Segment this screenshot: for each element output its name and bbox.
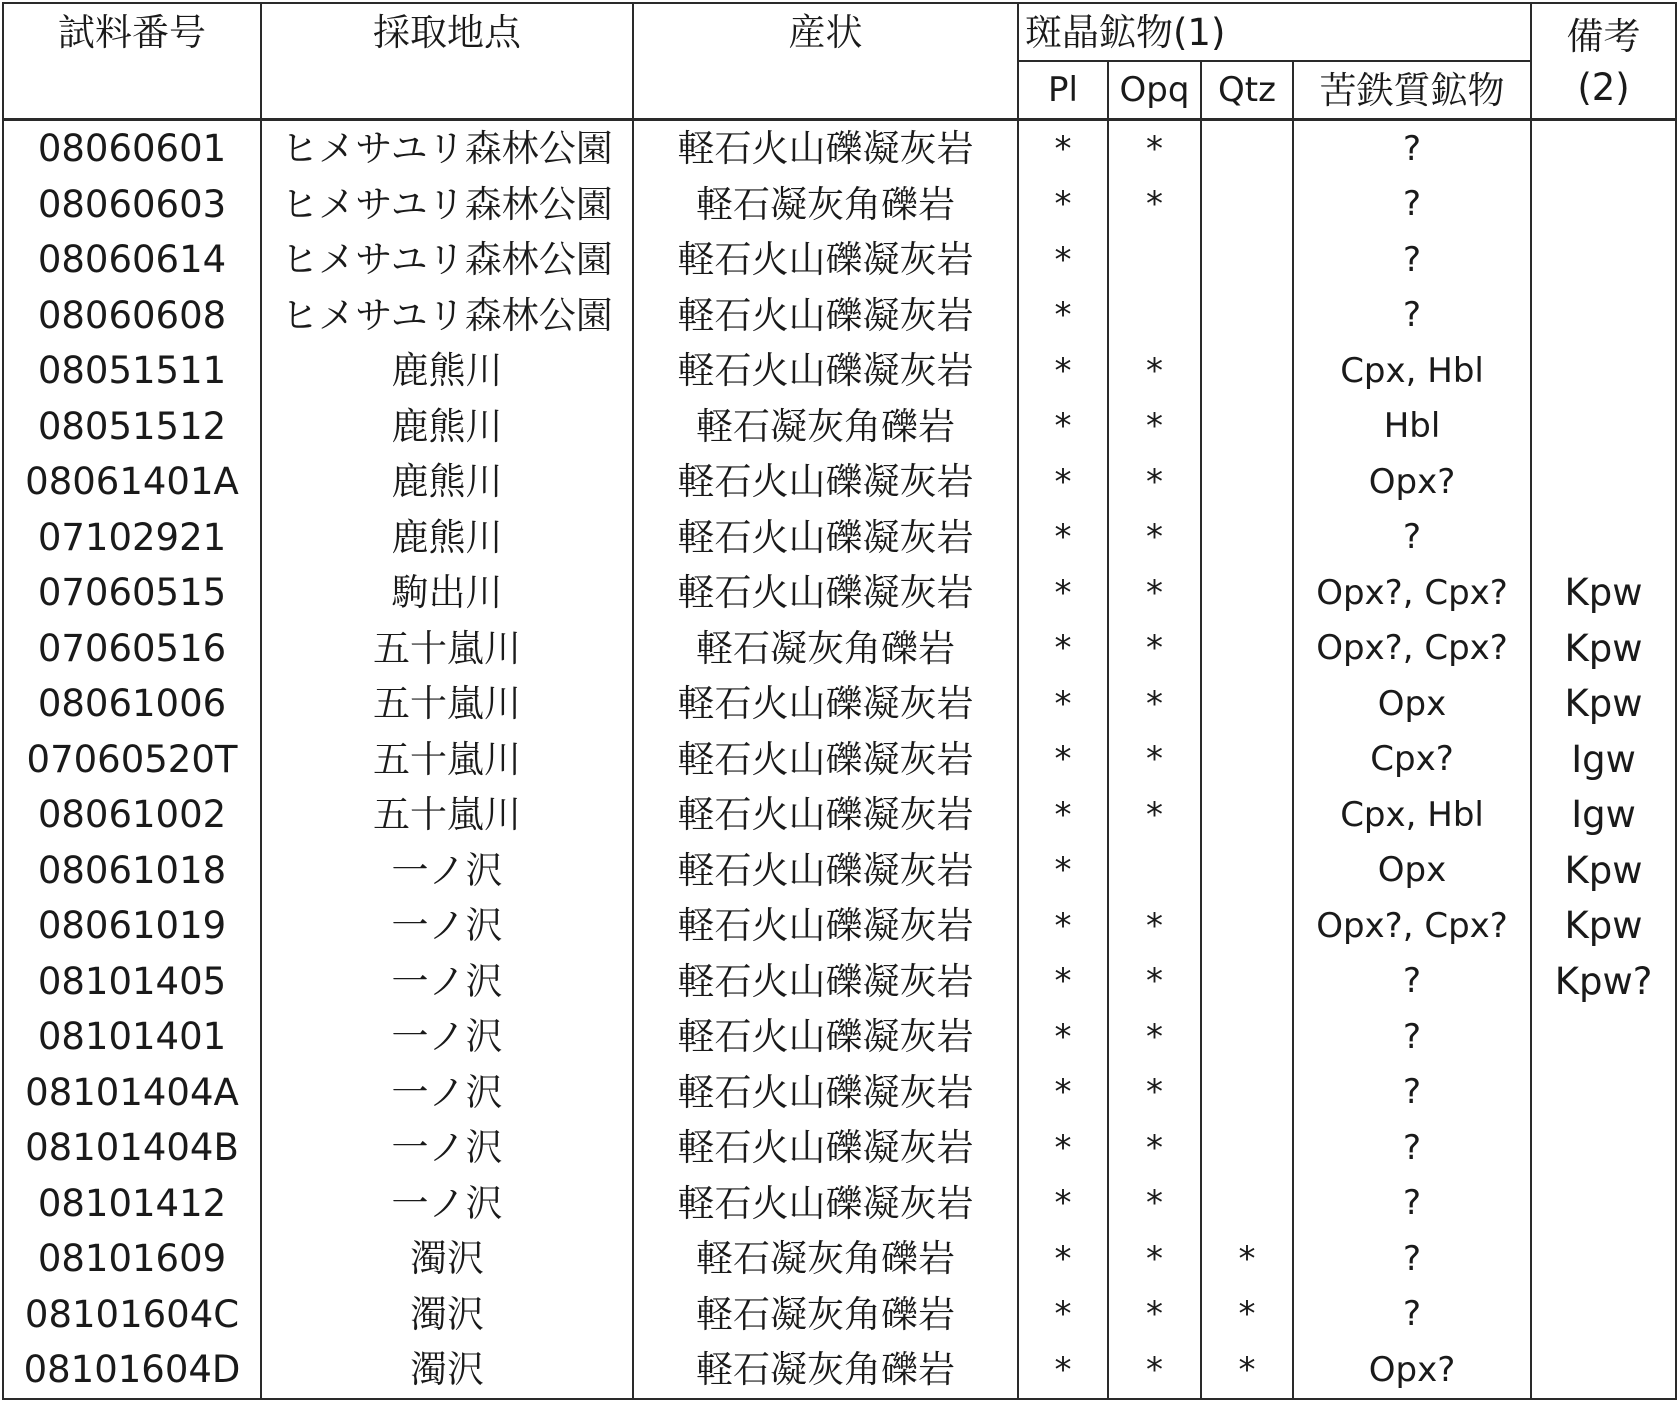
cell-mafic-minerals: Opx?, Cpx? xyxy=(1293,898,1531,954)
table-row xyxy=(3,565,1676,621)
cell-qtz xyxy=(1201,232,1293,288)
cell-opq: * xyxy=(1108,1120,1201,1176)
cell-qtz xyxy=(1201,120,1293,177)
cell-pl: * xyxy=(1018,1065,1108,1121)
cell-locality: 五十嵐川 xyxy=(261,676,633,732)
cell-mafic-minerals: ? xyxy=(1293,1009,1531,1065)
table-row xyxy=(3,1120,1676,1176)
cell-remark xyxy=(1531,510,1676,566)
cell-mafic-minerals: Opx xyxy=(1293,843,1531,899)
table-row xyxy=(3,621,1676,677)
cell-remark xyxy=(1531,1120,1676,1176)
cell-mafic-minerals: ? xyxy=(1293,1287,1531,1343)
cell-occurrence: 軽石凝灰角礫岩 xyxy=(633,621,1018,677)
cell-locality: 鹿熊川 xyxy=(261,510,633,566)
cell-pl: * xyxy=(1018,1342,1108,1399)
cell-opq: * xyxy=(1108,676,1201,732)
cell-remark: Kpw xyxy=(1531,676,1676,732)
cell-qtz xyxy=(1201,1065,1293,1121)
cell-mafic-minerals: ? xyxy=(1293,954,1531,1010)
cell-opq: * xyxy=(1108,732,1201,788)
cell-occurrence: 軽石火山礫凝灰岩 xyxy=(633,120,1018,177)
cell-locality: 鹿熊川 xyxy=(261,454,633,510)
table-row xyxy=(3,954,1676,1010)
cell-opq: * xyxy=(1108,1009,1201,1065)
cell-occurrence: 軽石火山礫凝灰岩 xyxy=(633,232,1018,288)
cell-occurrence: 軽石火山礫凝灰岩 xyxy=(633,343,1018,399)
cell-mafic-minerals: ? xyxy=(1293,120,1531,177)
cell-qtz xyxy=(1201,177,1293,233)
cell-remark: Kpw xyxy=(1531,898,1676,954)
cell-opq: * xyxy=(1108,1176,1201,1232)
cell-sample-no: 08061002 xyxy=(3,787,261,843)
cell-mafic-minerals: ? xyxy=(1293,288,1531,344)
cell-occurrence: 軽石凝灰角礫岩 xyxy=(633,399,1018,455)
cell-opq: * xyxy=(1108,1287,1201,1343)
cell-opq xyxy=(1108,843,1201,899)
cell-locality: 五十嵐川 xyxy=(261,732,633,788)
cell-remark xyxy=(1531,232,1676,288)
cell-remark xyxy=(1531,1231,1676,1287)
cell-opq: * xyxy=(1108,510,1201,566)
header-remarks-line2: (2) xyxy=(1577,66,1630,109)
cell-remark: Kpw xyxy=(1531,621,1676,677)
table-row xyxy=(3,843,1676,899)
cell-opq: * xyxy=(1108,1342,1201,1399)
cell-locality: 一ノ沢 xyxy=(261,1176,633,1232)
cell-mafic-minerals: ? xyxy=(1293,1231,1531,1287)
cell-pl: * xyxy=(1018,954,1108,1010)
cell-qtz xyxy=(1201,621,1293,677)
cell-opq: * xyxy=(1108,954,1201,1010)
cell-opq: * xyxy=(1108,787,1201,843)
cell-mafic-minerals: Cpx, Hbl xyxy=(1293,343,1531,399)
cell-sample-no: 08060601 xyxy=(3,120,261,177)
cell-opq xyxy=(1108,288,1201,344)
cell-occurrence: 軽石凝灰角礫岩 xyxy=(633,177,1018,233)
cell-opq: * xyxy=(1108,1065,1201,1121)
cell-remark xyxy=(1531,1342,1676,1399)
cell-locality: 一ノ沢 xyxy=(261,843,633,899)
cell-locality: ヒメサユリ森林公園 xyxy=(261,288,633,344)
cell-locality: 鹿熊川 xyxy=(261,343,633,399)
cell-opq: * xyxy=(1108,177,1201,233)
cell-remark xyxy=(1531,177,1676,233)
cell-occurrence: 軽石火山礫凝灰岩 xyxy=(633,454,1018,510)
cell-opq xyxy=(1108,232,1201,288)
header-occurrence: 産状 xyxy=(633,3,1018,120)
cell-remark xyxy=(1531,454,1676,510)
table-row xyxy=(3,1287,1676,1343)
table-row xyxy=(3,787,1676,843)
cell-remark xyxy=(1531,399,1676,455)
cell-sample-no: 08101405 xyxy=(3,954,261,1010)
cell-sample-no: 08101609 xyxy=(3,1231,261,1287)
cell-locality: 一ノ沢 xyxy=(261,954,633,1010)
cell-locality: 一ノ沢 xyxy=(261,898,633,954)
cell-sample-no: 07060515 xyxy=(3,565,261,621)
table-body xyxy=(3,120,1676,1399)
cell-qtz xyxy=(1201,454,1293,510)
cell-mafic-minerals: Cpx, Hbl xyxy=(1293,787,1531,843)
table-row xyxy=(3,898,1676,954)
cell-qtz: * xyxy=(1201,1342,1293,1399)
cell-opq: * xyxy=(1108,565,1201,621)
table-row xyxy=(3,120,1676,177)
cell-remark: Kpw xyxy=(1531,565,1676,621)
cell-qtz xyxy=(1201,732,1293,788)
cell-pl: * xyxy=(1018,676,1108,732)
cell-sample-no: 08101412 xyxy=(3,1176,261,1232)
cell-mafic-minerals: Opx?, Cpx? xyxy=(1293,621,1531,677)
cell-occurrence: 軽石火山礫凝灰岩 xyxy=(633,1176,1018,1232)
cell-sample-no: 08060608 xyxy=(3,288,261,344)
cell-pl: * xyxy=(1018,232,1108,288)
cell-occurrence: 軽石火山礫凝灰岩 xyxy=(633,510,1018,566)
table-row xyxy=(3,1342,1676,1399)
cell-occurrence: 軽石火山礫凝灰岩 xyxy=(633,676,1018,732)
cell-pl: * xyxy=(1018,120,1108,177)
cell-pl: * xyxy=(1018,1287,1108,1343)
cell-occurrence: 軽石火山礫凝灰岩 xyxy=(633,787,1018,843)
cell-qtz xyxy=(1201,343,1293,399)
header-row-top xyxy=(3,3,1676,61)
cell-occurrence: 軽石火山礫凝灰岩 xyxy=(633,732,1018,788)
cell-qtz xyxy=(1201,510,1293,566)
cell-sample-no: 08101604D xyxy=(3,1342,261,1399)
cell-mafic-minerals: Opx xyxy=(1293,676,1531,732)
cell-sample-no: 07060516 xyxy=(3,621,261,677)
header-remarks-line1: 備考 xyxy=(1566,15,1641,58)
cell-remark xyxy=(1531,343,1676,399)
header-opq: Opq xyxy=(1108,61,1201,120)
cell-occurrence: 軽石火山礫凝灰岩 xyxy=(633,1120,1018,1176)
cell-mafic-minerals: Opx?, Cpx? xyxy=(1293,565,1531,621)
cell-occurrence: 軽石火山礫凝灰岩 xyxy=(633,1065,1018,1121)
cell-sample-no: 07060520T xyxy=(3,732,261,788)
cell-occurrence: 軽石凝灰角礫岩 xyxy=(633,1342,1018,1399)
cell-opq: * xyxy=(1108,343,1201,399)
cell-mafic-minerals: Hbl xyxy=(1293,399,1531,455)
cell-remark xyxy=(1531,288,1676,344)
cell-locality: ヒメサユリ森林公園 xyxy=(261,120,633,177)
cell-qtz xyxy=(1201,954,1293,1010)
table-row xyxy=(3,288,1676,344)
cell-locality: 鹿熊川 xyxy=(261,399,633,455)
cell-qtz xyxy=(1201,399,1293,455)
cell-pl: * xyxy=(1018,288,1108,344)
cell-sample-no: 08101401 xyxy=(3,1009,261,1065)
cell-sample-no: 08061018 xyxy=(3,843,261,899)
header-remarks xyxy=(1531,3,1676,120)
cell-mafic-minerals: ? xyxy=(1293,510,1531,566)
table-row xyxy=(3,1065,1676,1121)
cell-remark: Kpw? xyxy=(1531,954,1676,1010)
cell-locality: 一ノ沢 xyxy=(261,1065,633,1121)
cell-qtz xyxy=(1201,1176,1293,1232)
cell-qtz xyxy=(1201,843,1293,899)
cell-mafic-minerals: ? xyxy=(1293,1176,1531,1232)
table-row xyxy=(3,1231,1676,1287)
cell-occurrence: 軽石凝灰角礫岩 xyxy=(633,1287,1018,1343)
cell-occurrence: 軽石火山礫凝灰岩 xyxy=(633,954,1018,1010)
table-row xyxy=(3,177,1676,233)
table-row xyxy=(3,510,1676,566)
cell-pl: * xyxy=(1018,1009,1108,1065)
cell-sample-no: 08101604C xyxy=(3,1287,261,1343)
table-row xyxy=(3,343,1676,399)
cell-remark xyxy=(1531,1009,1676,1065)
cell-opq: * xyxy=(1108,1231,1201,1287)
cell-occurrence: 軽石火山礫凝灰岩 xyxy=(633,1009,1018,1065)
cell-remark: Igw xyxy=(1531,787,1676,843)
table-row xyxy=(3,454,1676,510)
header-pl: Pl xyxy=(1018,61,1108,120)
cell-sample-no: 08061006 xyxy=(3,676,261,732)
cell-pl: * xyxy=(1018,621,1108,677)
cell-qtz xyxy=(1201,288,1293,344)
table-row xyxy=(3,399,1676,455)
cell-pl: * xyxy=(1018,898,1108,954)
cell-mafic-minerals: Opx? xyxy=(1293,454,1531,510)
cell-sample-no: 08051512 xyxy=(3,399,261,455)
cell-pl: * xyxy=(1018,399,1108,455)
cell-sample-no: 08101404A xyxy=(3,1065,261,1121)
cell-remark: Igw xyxy=(1531,732,1676,788)
cell-pl: * xyxy=(1018,1176,1108,1232)
cell-qtz xyxy=(1201,565,1293,621)
cell-opq: * xyxy=(1108,120,1201,177)
cell-locality: ヒメサユリ森林公園 xyxy=(261,177,633,233)
cell-pl: * xyxy=(1018,565,1108,621)
cell-mafic-minerals: Opx? xyxy=(1293,1342,1531,1399)
cell-locality: 五十嵐川 xyxy=(261,787,633,843)
cell-qtz: * xyxy=(1201,1287,1293,1343)
cell-occurrence: 軽石火山礫凝灰岩 xyxy=(633,843,1018,899)
cell-sample-no: 07102921 xyxy=(3,510,261,566)
cell-mafic-minerals: ? xyxy=(1293,232,1531,288)
cell-remark: Kpw xyxy=(1531,843,1676,899)
cell-mafic-minerals: ? xyxy=(1293,1065,1531,1121)
cell-qtz xyxy=(1201,787,1293,843)
cell-locality: 駒出川 xyxy=(261,565,633,621)
table-row xyxy=(3,1176,1676,1232)
header-mafic: 苦鉄質鉱物 xyxy=(1293,61,1531,120)
cell-mafic-minerals: ? xyxy=(1293,177,1531,233)
cell-opq: * xyxy=(1108,454,1201,510)
cell-qtz xyxy=(1201,1120,1293,1176)
cell-occurrence: 軽石火山礫凝灰岩 xyxy=(633,898,1018,954)
table-row xyxy=(3,232,1676,288)
cell-sample-no: 08060614 xyxy=(3,232,261,288)
cell-mafic-minerals: ? xyxy=(1293,1120,1531,1176)
header-sample-no: 試料番号 xyxy=(3,3,261,120)
cell-sample-no: 08061401A xyxy=(3,454,261,510)
cell-locality: 一ノ沢 xyxy=(261,1009,633,1065)
table-row xyxy=(3,676,1676,732)
cell-locality: 五十嵐川 xyxy=(261,621,633,677)
cell-pl: * xyxy=(1018,343,1108,399)
table-row xyxy=(3,1009,1676,1065)
cell-opq: * xyxy=(1108,621,1201,677)
cell-opq: * xyxy=(1108,898,1201,954)
cell-occurrence: 軽石火山礫凝灰岩 xyxy=(633,565,1018,621)
cell-sample-no: 08061019 xyxy=(3,898,261,954)
cell-qtz xyxy=(1201,898,1293,954)
cell-locality: 濁沢 xyxy=(261,1342,633,1399)
cell-sample-no: 08101404B xyxy=(3,1120,261,1176)
cell-pl: * xyxy=(1018,732,1108,788)
cell-pl: * xyxy=(1018,510,1108,566)
cell-qtz xyxy=(1201,1009,1293,1065)
cell-pl: * xyxy=(1018,787,1108,843)
phenocryst-mineral-table xyxy=(2,2,1677,1400)
cell-pl: * xyxy=(1018,1231,1108,1287)
cell-sample-no: 08060603 xyxy=(3,177,261,233)
cell-mafic-minerals: Cpx? xyxy=(1293,732,1531,788)
cell-remark xyxy=(1531,1287,1676,1343)
header-locality: 採取地点 xyxy=(261,3,633,120)
cell-remark xyxy=(1531,1176,1676,1232)
cell-pl: * xyxy=(1018,843,1108,899)
cell-qtz: * xyxy=(1201,1231,1293,1287)
cell-qtz xyxy=(1201,676,1293,732)
cell-remark xyxy=(1531,1065,1676,1121)
cell-occurrence: 軽石火山礫凝灰岩 xyxy=(633,288,1018,344)
cell-locality: 濁沢 xyxy=(261,1231,633,1287)
cell-locality: 一ノ沢 xyxy=(261,1120,633,1176)
cell-opq: * xyxy=(1108,399,1201,455)
cell-pl: * xyxy=(1018,454,1108,510)
table-row xyxy=(3,732,1676,788)
header-phenocryst-group: 斑晶鉱物(1) xyxy=(1018,3,1531,61)
cell-remark xyxy=(1531,120,1676,177)
cell-locality: 濁沢 xyxy=(261,1287,633,1343)
cell-pl: * xyxy=(1018,1120,1108,1176)
cell-occurrence: 軽石凝灰角礫岩 xyxy=(633,1231,1018,1287)
cell-pl: * xyxy=(1018,177,1108,233)
header-qtz: Qtz xyxy=(1201,61,1293,120)
mineral-table-sheet xyxy=(2,2,1675,1397)
cell-locality: ヒメサユリ森林公園 xyxy=(261,232,633,288)
cell-sample-no: 08051511 xyxy=(3,343,261,399)
